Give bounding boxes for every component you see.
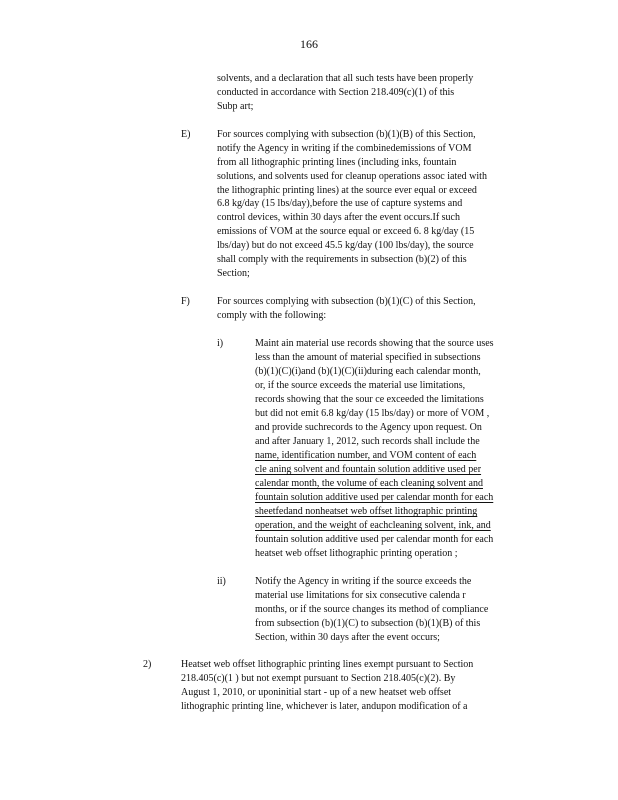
text-line: For sources complying with subsection (b)(1)(B) of this Section, — [217, 129, 476, 140]
text-line: records showing that the sour ce exceeded the limitations — [255, 394, 484, 405]
text-line: emissions of VOM at the source equal or exceed 6. 8 kg/day (15 — [217, 226, 475, 237]
text-line: Section, within 30 days after the event occurs; — [255, 632, 440, 643]
text-line: Subp art; — [217, 101, 254, 112]
sub-item-label: i) — [217, 338, 224, 349]
underlined-line: cle aning solvent and fountain solution additive used per — [255, 464, 482, 475]
underlined-line: sheetfedand nonheatset web offset lithographic printing — [255, 506, 478, 517]
text-line: control devices, within 30 days after the event occurs.If such — [217, 212, 460, 223]
text-line: from subsection (b)(1)(C) to subsection (b)(1)(B) of this — [255, 618, 481, 629]
text-line: solutions, and solvents used for cleanup operations assoc iated with — [217, 171, 487, 182]
text-line: and after January 1, 2012, such records shall include the — [255, 436, 480, 447]
text-line: (b)(1)(C)(i)and (b)(1)(C)(ii)during each calendar month, — [255, 366, 481, 377]
item-label: F) — [181, 296, 190, 307]
text-line: Maint ain material use records showing that the source uses — [255, 338, 494, 349]
text-line: but did not emit 6.8 kg/day (15 lbs/day) or more of VOM , — [255, 408, 490, 419]
text-line: notify the Agency in writing if the combinedemissions of VOM — [217, 143, 472, 154]
text-line: less than the amount of material specified in subsections — [255, 352, 481, 363]
item-label: 2) — [143, 659, 152, 670]
text-line: lithographic printing line, whichever is later, andupon modification of a — [181, 701, 468, 712]
text-line: solvents, and a declaration that all such tests have been properly — [217, 73, 474, 84]
underlined-line: name, identification number, and VOM content of each — [255, 450, 477, 461]
text-line: August 1, 2010, or uponinitial start - up of a new heatset web offset — [181, 687, 452, 698]
text-line: lbs/day) but do not exceed 45.5 kg/day (100 lbs/day), the source — [217, 240, 474, 251]
text-line: 6.8 kg/day (15 lbs/day),before the use of capture systems and — [217, 198, 463, 209]
text-line: months, or if the source changes its method of compliance — [255, 604, 489, 615]
text-line: fountain solution additive used per calendar month for each — [255, 534, 494, 545]
underlined-line: fountain solution additive used per calendar month for each — [255, 492, 494, 503]
underlined-line: calendar month, the volume of each cleaning solvent and — [255, 478, 483, 489]
text-line: shall comply with the requirements in subsection (b)(2) of this — [217, 254, 467, 265]
text-line: and provide suchrecords to the Agency upon request. On — [255, 422, 482, 433]
text-line: comply with the following: — [217, 310, 327, 321]
text-line: heatset web offset lithographic printing operation ; — [255, 548, 458, 559]
text-line: conducted in accordance with Section 218.409(c)(1) of this — [217, 87, 455, 98]
text-line: or, if the source exceeds the material use limitations, — [255, 380, 466, 391]
text-line: Section; — [217, 268, 250, 279]
text-line: 218.405(c)(1 ) but not exempt pursuant to Section 218.405(c)(2). By — [181, 673, 456, 684]
text-line: For sources complying with subsection (b)(1)(C) of this Section, — [217, 296, 476, 307]
underlined-line: operation, and the weight of eachcleaning solvent, ink, and — [255, 520, 491, 531]
text-line: from all lithographic printing lines (including inks, fountain — [217, 157, 457, 168]
text-line: the lithographic printing lines) at the source ever equal or exceed — [217, 185, 477, 196]
page-number: 166 — [300, 37, 318, 51]
text-line: Heatset web offset lithographic printing lines exempt pursuant to Section — [181, 659, 474, 670]
item-label: E) — [181, 129, 191, 140]
sub-item-label: ii) — [217, 576, 226, 587]
text-line: Notify the Agency in writing if the source exceeds the — [255, 576, 472, 587]
text-line: material use limitations for six consecutive calenda r — [255, 590, 466, 601]
